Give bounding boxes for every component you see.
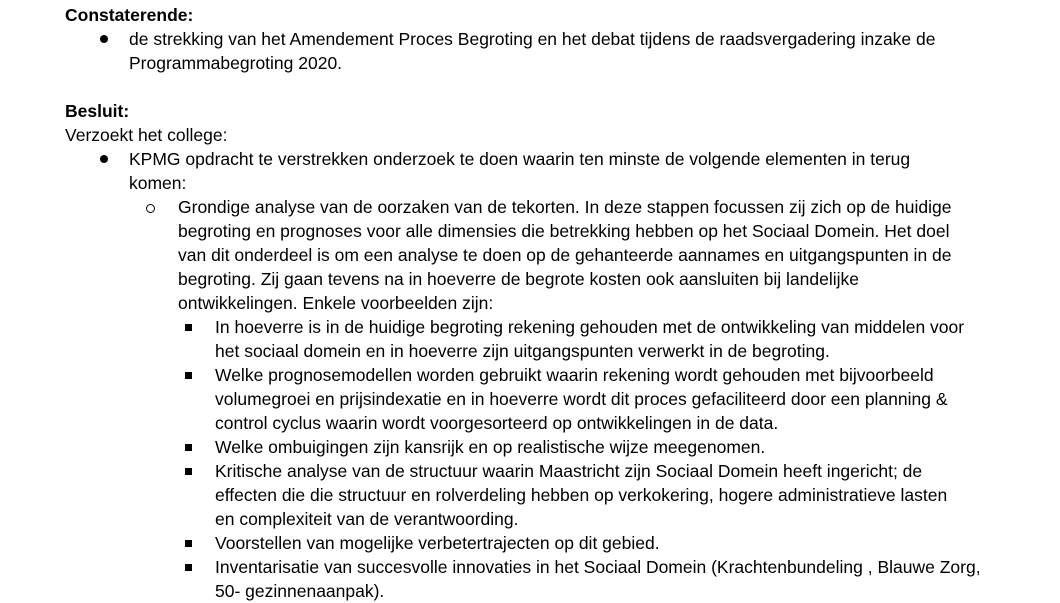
example-line: en complexiteit van de verantwoording.: [215, 509, 519, 529]
example-line: Voorstellen van mogelijke verbetertrajecten op dit gebied.: [215, 533, 660, 553]
bullet-dot: [98, 27, 110, 51]
bullet-square: [183, 555, 195, 579]
section-heading-besluit: Besluit:: [65, 101, 130, 121]
example-line: control cyclus waarin wordt voorgesorteerd op ontwikkelingen in de data.: [215, 413, 779, 433]
example-line: Inventarisatie van succesvolle innovaties in het Sociaal Domein (Krachtenbundeling , Blauwe Zorg,: [215, 557, 981, 577]
example-line: het sociaal domein en in hoeverre zijn uitgangspunten verwerkt in de begroting.: [215, 341, 830, 361]
sub-item-line: van dit onderdeel is om een analyse te doen op de gehanteerde aannames en uitgangspunten in de: [178, 245, 952, 265]
sub-item-line: ontwikkelingen. Enkele voorbeelden zijn:: [178, 293, 494, 313]
bullet-circle: [145, 195, 157, 219]
besluit-intro: Verzoekt het college:: [65, 125, 228, 145]
list-item-line: Programmabegroting 2020.: [129, 53, 343, 73]
sub-item-line: begroting en prognoses voor alle dimensies die betrekking hebben op het Sociaal Domein. Het doel: [178, 221, 950, 241]
list-item-line: de strekking van het Amendement Proces Begroting en het debat tijdens de raadsvergadering inzake de: [129, 29, 936, 49]
bullet-square: [183, 315, 195, 339]
example-line: Welke prognosemodellen worden gebruikt waarin rekening wordt gehouden met bijvoorbeeld: [215, 365, 934, 385]
bullet-square: [183, 459, 195, 483]
sub-item-line: begroting. Zij gaan tevens na in hoeverre de begrote kosten ook aansluiten bij landelijke: [178, 269, 860, 289]
sub-item-line: Grondige analyse van de oorzaken van de tekorten. In deze stappen focussen zij zich op de huidige: [178, 197, 952, 217]
example-line: effecten die die structuur en rolverdeling hebben op verkokering, hogere administratieve lasten: [215, 485, 948, 505]
example-line: Kritische analyse van de structuur waarin Maastricht zijn Sociaal Domein heeft ingericht; de: [215, 461, 923, 481]
example-line: Welke ombuigingen zijn kansrijk en op realistische wijze meegenomen.: [215, 437, 766, 457]
bullet-square: [183, 531, 195, 555]
bullet-square: [183, 363, 195, 387]
example-line: 50- gezinnenaanpak).: [215, 581, 385, 601]
list-item-line: KPMG opdracht te verstrekken onderzoek te doen waarin ten minste de volgende elementen in terug: [129, 149, 911, 169]
example-line: In hoeverre is in de huidige begroting rekening gehouden met de ontwikkeling van middelen voor: [215, 317, 965, 337]
example-line: volumegroei en prijsindexatie en in hoeverre wordt dit proces gefaciliteerd door een planning &: [215, 389, 948, 409]
bullet-dot: [98, 147, 110, 171]
list-item-line: komen:: [129, 173, 187, 193]
section-heading-constaterende: Constaterende:: [65, 5, 194, 25]
bullet-square: [183, 435, 195, 459]
